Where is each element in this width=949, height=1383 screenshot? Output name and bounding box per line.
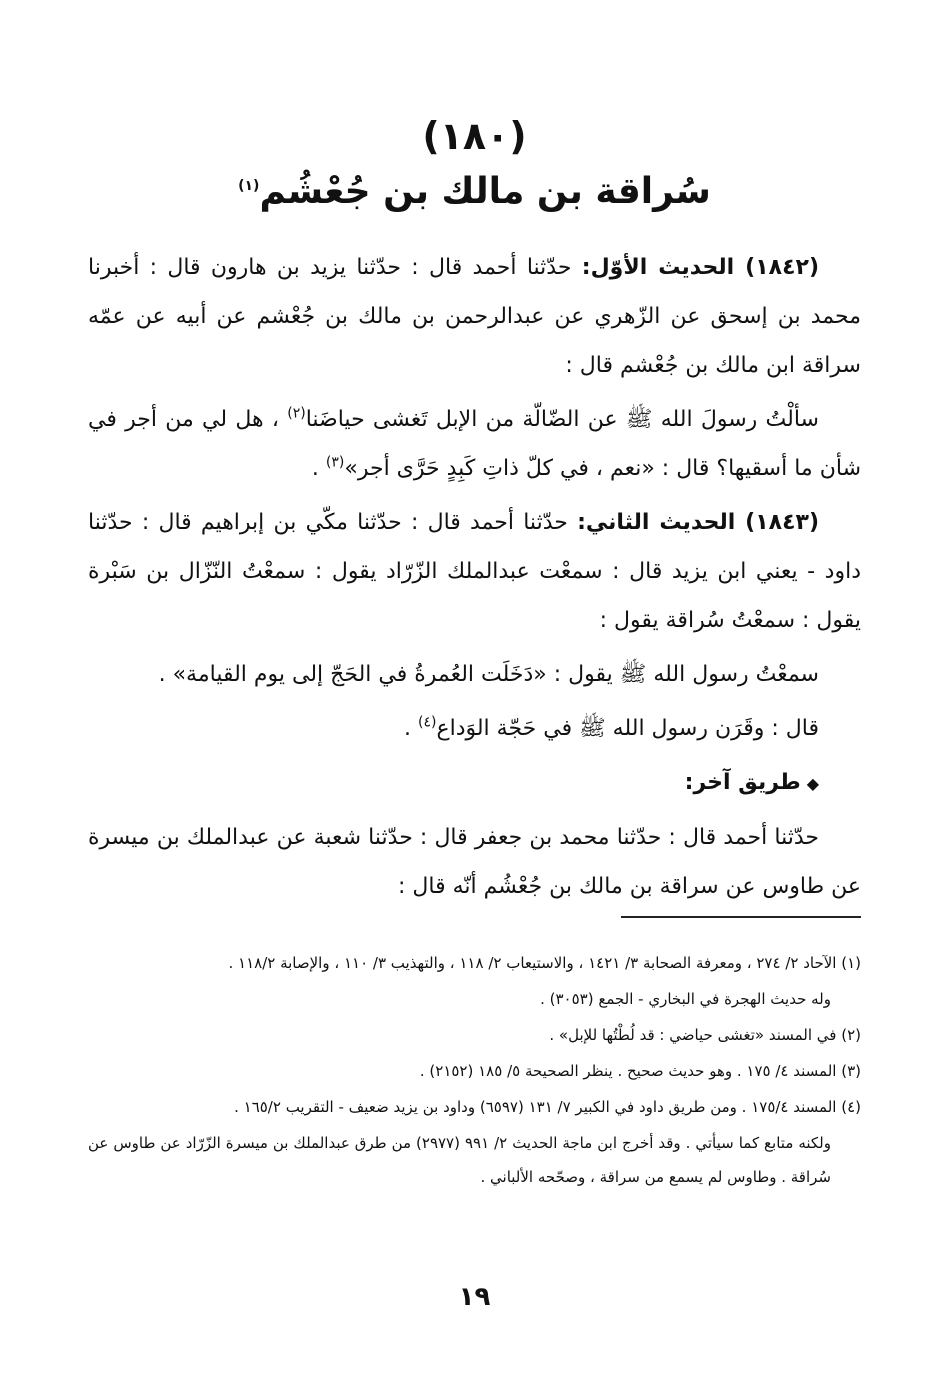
main-text (88, 243, 861, 916)
hadith-1-isnad-text: حدّثنا أحمد قال : حدّثنا يزيد بن هارون قال : أخبرنا محمد بن إسحق عن الزّهري عن عبدالرحمن بن مالك بن جُعْشم عن أبيه عن عمّه سراقة ابن مالك بن جُعْشم قال : (88, 255, 861, 378)
other-route-text: حدّثنا أحمد قال : حدّثنا محمد بن جعفر قال : حدّثنا شعبة عن عبدالملك بن ميسرة عن طاوس عن سراقة بن مالك بن جُعْشُم أنّه قال : (88, 825, 861, 899)
footnote-divider (621, 916, 861, 918)
hadith-2-isnad-text: حدّثنا أحمد قال : حدّثنا مكّي بن إبراهيم قال : حدّثنا داود - يعني ابن يزيد قال : سمعْت عبدالملك الزّرّاد يقول : سمعْتُ النّزّال بن سَبْرة يقول : سمعْتُ سُراقة يقول : (88, 510, 861, 633)
footnote-2: (٢) في المسند «تغشى حياضي : قد لُطْتُها للإبل» . (549, 1026, 861, 1044)
footnote-1-continued: وله حديث الهجرة في البخاري - الجمع (٣٠٥٣) . (540, 990, 831, 1008)
hadith-2-text-b: . (403, 716, 411, 741)
hadith-1-matn (88, 395, 861, 493)
footnote-4-continued: ولكنه متابع كما سيأتي . وقد أخرج ابن ماجة الحديث ٢/ ٩٩١ (٢٩٧٧) من طرق عبدالملك بن ميسرة الزّرّاد عن طاوس عن سُراقة . وطاوس لم يسمع من سراقة ، وصحّحه الألباني . (88, 1134, 831, 1186)
hadith-1-label: (١٨٤٢) الحديث الأوّل: (581, 255, 819, 280)
hadith-2-text-a: قال : وقَرَن رسول الله ﷺ في حَجّة الوَداع (436, 716, 819, 741)
hadith-2-label: (١٨٤٣) الحديث الثاني: (577, 510, 819, 535)
footnote-3: (٣) المسند ٤/ ١٧٥ . وهو حديث صحيح . ينظر الصحيحة ٥/ ١٨٥ (٢١٥٢) . (419, 1062, 861, 1080)
hadith-1-isnad (88, 243, 861, 390)
page-number: ١٩ (458, 1282, 491, 1312)
other-route-heading-text: طريق آخر: (684, 770, 801, 795)
hadith-2-isnad (88, 498, 861, 645)
diamond-icon: ◆ (806, 774, 819, 793)
hadith-1-text-c: . (311, 456, 319, 481)
footnote-1: (١) الآحاد ٢/ ٢٧٤ ، ومعرفة الصحابة ٣/ ١٤٢١ ، والاستيعاب ٢/ ١١٨ ، والتهذيب ٣/ ١١٠ ، والإصابة ١١٨/٢ . (228, 954, 861, 972)
hadith-2-qiran (88, 704, 861, 753)
footnote-ref-4: (٤) (417, 714, 437, 731)
footnote-ref-2: (٢) (287, 405, 306, 422)
hadith-2-quote: سمعْتُ رسول الله ﷺ يقول : «دَخَلَت العُمرةُ في الحَجّ إلى يوم القيامة» . (158, 662, 819, 687)
other-route-heading (88, 758, 861, 808)
hadith-1-text-b: ، هل لي من أجر في شأن ما أسقيها؟ قال : «نعم ، في كلّ ذاتِ كَبِدٍ حَرَّى أجر» (88, 407, 861, 481)
chapter-number: (١٨٠) (422, 114, 527, 158)
footnote-4: (٤) المسند ١٧٥/٤ . ومن طريق داود في الكبير ٧/ ١٣١ (٦٥٩٧) وداود بن يزيد ضعيف - التقريب ١٦٥/٢ . (234, 1098, 861, 1116)
chapter-title-text: سُراقة بن مالك بن جُعْشُم (259, 171, 711, 212)
hadith-1-text-a: سألْتُ رسولَ الله ﷺ عن الضّالّة من الإبل تَغشى حياضَنا (305, 407, 819, 432)
chapter-title (0, 168, 949, 216)
footnotes (88, 946, 861, 1196)
footnote-ref-3: (٣) (325, 454, 345, 471)
footnote-ref-1: (١) (238, 178, 260, 194)
